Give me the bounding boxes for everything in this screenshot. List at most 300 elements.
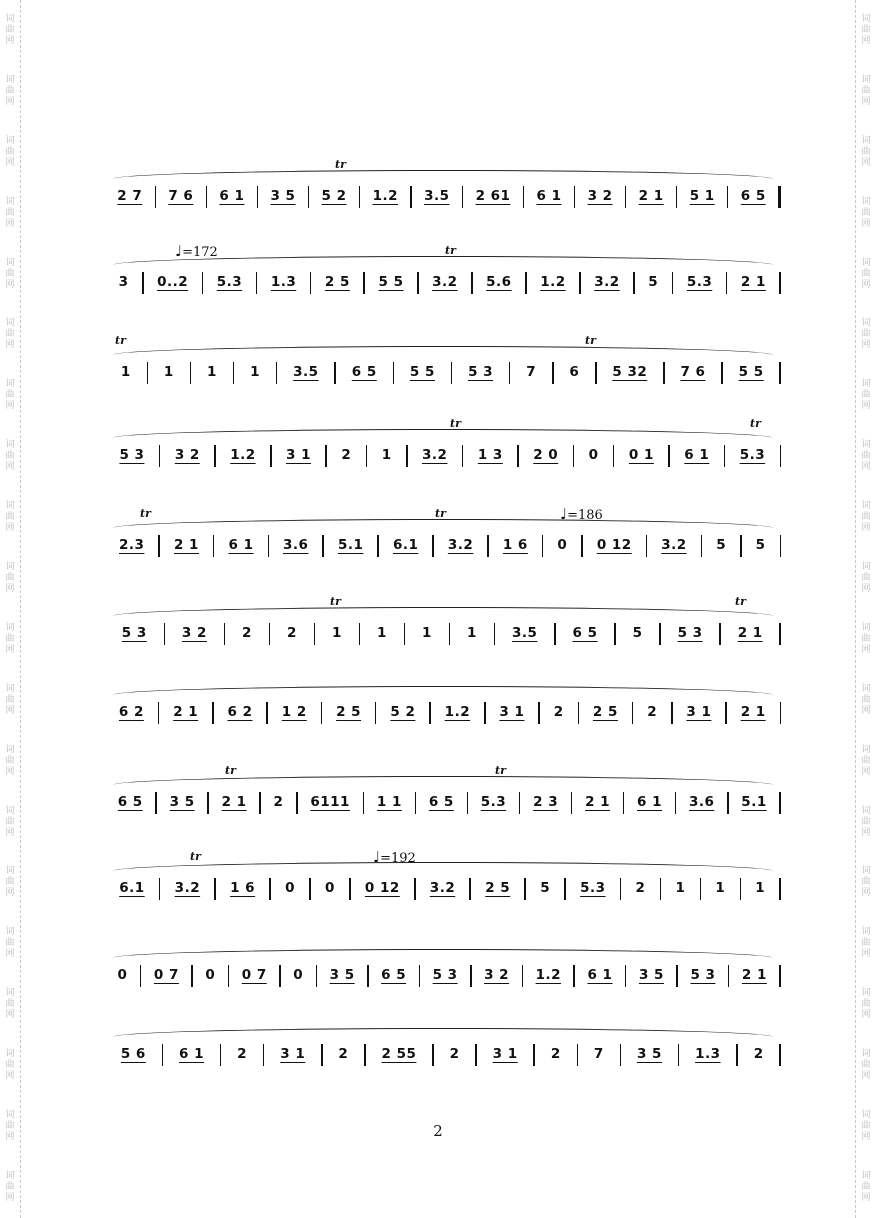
measure: 6 1: [228, 537, 254, 553]
measure: 3.2: [661, 537, 687, 553]
watermark-char: 网: [5, 96, 15, 107]
watermark-group: [5, 974, 14, 1035]
watermark-char: 曲: [861, 877, 871, 888]
quarter-note-icon: ♩: [560, 505, 568, 523]
measure: 2 61: [475, 188, 511, 204]
measure: 1.2: [372, 188, 399, 204]
barline: [779, 362, 781, 384]
watermark-char: 网: [5, 888, 15, 899]
right-watermark-strip: [855, 0, 876, 1218]
watermark-char: 词: [5, 379, 15, 390]
watermark-char: 网: [861, 523, 871, 534]
watermark-group: [5, 365, 14, 426]
measure: 3 1: [499, 704, 525, 720]
measure: 3.2: [594, 274, 620, 290]
watermark-char: 网: [861, 949, 871, 960]
measure: 5 2: [390, 704, 416, 720]
measure: 6 1: [684, 447, 710, 463]
tempo-value: =186: [567, 508, 603, 523]
measure: 5: [632, 625, 643, 641]
measure: 1: [466, 625, 477, 641]
score-line: [105, 1040, 781, 1100]
watermark-char: 曲: [861, 268, 871, 279]
watermark-char: 词: [861, 440, 871, 451]
barline: [779, 272, 781, 294]
quarter-note-icon: ♩: [373, 848, 381, 866]
measure: 5.3: [739, 447, 766, 463]
watermark-char: 曲: [861, 755, 871, 766]
measure: 1 2: [281, 704, 307, 720]
measure: 1 3: [477, 447, 503, 463]
watermark-group: [861, 913, 870, 974]
watermark-char: 曲: [5, 1120, 15, 1131]
trill-mark: tr: [190, 850, 201, 863]
measure: 3 2: [484, 967, 510, 983]
watermark-char: 曲: [861, 85, 871, 96]
measure: 2: [647, 704, 658, 720]
measure: 6 5: [381, 967, 407, 983]
measure: 2: [241, 625, 252, 641]
watermark-group: [5, 548, 14, 609]
watermark-group: [5, 244, 14, 305]
watermark-group: [5, 913, 14, 974]
measure: 1: [331, 625, 342, 641]
measure: 0 12: [364, 880, 400, 896]
measure: 2 1: [740, 704, 766, 720]
measure: 5 5: [738, 364, 764, 380]
watermark-char: 曲: [5, 633, 15, 644]
watermark-char: 曲: [5, 694, 15, 705]
watermark-char: 曲: [5, 146, 15, 157]
watermark-char: 曲: [861, 207, 871, 218]
measure: 5.1: [741, 794, 767, 810]
measure: 5 3: [119, 447, 145, 463]
measure: 1: [675, 880, 686, 896]
measure: 3.6: [283, 537, 309, 553]
watermark-char: 网: [5, 157, 15, 168]
watermark-group: [861, 1035, 870, 1096]
watermark-char: 词: [5, 257, 15, 268]
watermark-group: [861, 487, 870, 548]
watermark-char: 曲: [861, 694, 871, 705]
watermark-char: 词: [861, 561, 871, 572]
measure: 5 2: [321, 188, 347, 204]
watermark-char: 网: [5, 523, 15, 534]
watermark-char: 曲: [861, 1120, 871, 1131]
watermark-group: [861, 974, 870, 1035]
watermark-char: 曲: [861, 451, 871, 462]
watermark-char: 词: [861, 196, 871, 207]
watermark-group: [5, 61, 14, 122]
measure: 2 1: [737, 625, 763, 641]
watermark-group: [5, 670, 14, 731]
watermark-group: [5, 426, 14, 487]
measure: 2 1: [741, 967, 767, 983]
watermark-char: 网: [861, 1131, 871, 1142]
measure: 2: [338, 1046, 349, 1062]
watermark-char: 词: [5, 1109, 15, 1120]
measure: 2: [550, 1046, 561, 1062]
watermark-char: 词: [5, 501, 15, 512]
watermark-char: 词: [861, 927, 871, 938]
watermark-char: 词: [5, 805, 15, 816]
trill-mark: tr: [435, 507, 446, 520]
measure: 5.3: [480, 794, 507, 810]
measure: 5: [755, 537, 766, 553]
measure: 2 1: [638, 188, 664, 204]
watermark-group: [5, 487, 14, 548]
measure: 2: [449, 1046, 460, 1062]
watermark-char: 曲: [5, 1060, 15, 1071]
watermark-char: 词: [861, 683, 871, 694]
score-line: [105, 595, 781, 679]
measure: 1: [381, 447, 392, 463]
watermark-char: 网: [5, 827, 15, 838]
measure: 3.2: [432, 274, 458, 290]
watermark-char: 曲: [5, 572, 15, 583]
watermark-char: 词: [5, 1049, 15, 1060]
measure: 2 0: [533, 447, 559, 463]
phrase-slur: [113, 429, 773, 438]
watermark-char: 网: [5, 705, 15, 716]
phrase-slur: [113, 1028, 773, 1037]
score-line: [105, 961, 781, 1021]
measure-row: [105, 531, 781, 561]
measure: 2 5: [592, 704, 618, 720]
trill-mark: tr: [445, 244, 456, 257]
measure: 2 1: [173, 537, 199, 553]
measure: 6111: [310, 794, 350, 810]
measure: 1 1: [376, 794, 402, 810]
measure: 1: [163, 364, 174, 380]
watermark-char: 曲: [861, 938, 871, 949]
measure: 0..2: [157, 274, 189, 290]
watermark-char: 网: [861, 1010, 871, 1021]
watermark-group: [861, 122, 870, 183]
watermark-group: [5, 609, 14, 670]
watermark-char: 曲: [861, 512, 871, 523]
barline: [780, 445, 782, 467]
watermark-char: 网: [861, 583, 871, 594]
watermark-char: 词: [861, 622, 871, 633]
measure: 2: [753, 1046, 764, 1062]
watermark-char: 网: [861, 644, 871, 655]
watermark-char: 词: [5, 13, 15, 24]
measure: 0: [588, 447, 599, 463]
watermark-char: 网: [861, 827, 871, 838]
measure: 2 3: [533, 794, 559, 810]
measure: 6 5: [351, 364, 377, 380]
measure: 2 7: [117, 188, 143, 204]
measure: 7 6: [168, 188, 194, 204]
measure: 2 5: [336, 704, 362, 720]
watermark-group: [861, 548, 870, 609]
measure: 5 32: [612, 364, 648, 380]
watermark-char: 网: [861, 340, 871, 351]
measure-row: [105, 182, 781, 212]
watermark-char: 网: [5, 949, 15, 960]
watermark-char: 网: [861, 35, 871, 46]
measure: 3.2: [422, 447, 448, 463]
measure: 5 3: [677, 625, 703, 641]
measure: 5: [716, 537, 727, 553]
watermark-char: 网: [861, 401, 871, 412]
measure: 5 5: [409, 364, 435, 380]
watermark-char: 曲: [5, 999, 15, 1010]
measure: 3.2: [174, 880, 201, 896]
watermark-group: [5, 1157, 14, 1218]
measure: 1: [250, 364, 260, 380]
measure: 3 2: [587, 188, 613, 204]
measure: 1.3: [270, 274, 297, 290]
watermark-char: 词: [861, 1049, 871, 1060]
barline: [779, 965, 781, 987]
watermark-char: 曲: [861, 999, 871, 1010]
tempo-value: =192: [380, 851, 416, 866]
watermark-group: [861, 304, 870, 365]
measure: 3 5: [638, 967, 664, 983]
trill-mark: tr: [225, 764, 236, 777]
watermark-char: 词: [861, 257, 871, 268]
trill-mark: tr: [495, 764, 506, 777]
measure: 5.3: [686, 274, 713, 290]
watermark-char: 网: [5, 644, 15, 655]
measure: 6: [569, 364, 580, 380]
measure: 2 1: [221, 794, 247, 810]
watermark-char: 词: [5, 440, 15, 451]
measure: 0: [293, 967, 304, 983]
score-line: [105, 698, 781, 758]
watermark-char: 网: [5, 583, 15, 594]
watermark-char: 网: [861, 218, 871, 229]
phrase-slur: [113, 170, 773, 179]
measure: 2: [286, 625, 297, 641]
tempo-value: =172: [182, 245, 218, 260]
watermark-char: 网: [5, 401, 15, 412]
watermark-group: [861, 183, 870, 244]
measure: 6 5: [117, 794, 143, 810]
watermark-char: 网: [861, 1192, 871, 1203]
measure: 6 1: [179, 1046, 204, 1062]
measure: 6 5: [740, 188, 766, 204]
measure: 1.3: [695, 1046, 721, 1062]
watermark-group: [5, 304, 14, 365]
measure: 2 1: [740, 274, 766, 290]
measure: 6 1: [587, 967, 613, 983]
measure: 7: [526, 364, 537, 380]
measure: 5 3: [121, 625, 147, 641]
watermark-group: [861, 0, 870, 61]
measure: 6 2: [227, 704, 253, 720]
watermark-char: 词: [5, 74, 15, 85]
barline: [780, 702, 782, 724]
measure: 5 3: [468, 364, 494, 380]
watermark-char: 词: [5, 988, 15, 999]
watermark-char: 网: [861, 705, 871, 716]
watermark-char: 曲: [5, 755, 15, 766]
watermark-char: 曲: [861, 1181, 871, 1192]
measure: 5.3: [216, 274, 243, 290]
watermark-char: 曲: [5, 877, 15, 888]
watermark-group: [861, 731, 870, 792]
measure: 3.2: [447, 537, 474, 553]
watermark-char: 词: [5, 866, 15, 877]
score-line: [105, 848, 781, 934]
phrase-slur: [113, 607, 773, 616]
measure-row: [105, 268, 781, 298]
watermark-char: 词: [861, 74, 871, 85]
watermark-char: 网: [861, 96, 871, 107]
watermark-char: 网: [5, 340, 15, 351]
page-number: 2: [433, 1122, 443, 1140]
watermark-char: 网: [5, 1071, 15, 1082]
measure: 0: [285, 880, 295, 896]
watermark-char: 网: [5, 1131, 15, 1142]
watermark-char: 词: [5, 196, 15, 207]
watermark-char: 曲: [5, 24, 15, 35]
watermark-char: 曲: [861, 329, 871, 340]
measure: 1.2: [535, 967, 561, 983]
watermark-group: [861, 244, 870, 305]
watermark-char: 词: [5, 927, 15, 938]
watermark-group: [861, 852, 870, 913]
measure: 5.3: [580, 880, 606, 896]
watermark-group: [5, 792, 14, 853]
measure: 0: [205, 967, 216, 983]
measure: 1: [376, 625, 387, 641]
measure: 2: [273, 794, 284, 810]
score-line: [105, 764, 781, 848]
watermark-char: 网: [861, 1071, 871, 1082]
score-line: [105, 158, 781, 242]
barline: [780, 535, 782, 557]
measure: 5.1: [337, 537, 364, 553]
trill-mark: tr: [450, 417, 461, 430]
watermark-char: 网: [5, 1010, 15, 1021]
phrase-slur: [113, 949, 773, 958]
score-line: [105, 505, 781, 591]
measure: 7: [593, 1046, 604, 1062]
barline: [779, 1044, 781, 1066]
watermark-char: 曲: [861, 146, 871, 157]
score-line: [105, 242, 781, 328]
watermark-char: 曲: [861, 633, 871, 644]
measure: 3.6: [688, 794, 715, 810]
watermark-char: 曲: [861, 816, 871, 827]
measure: 3 1: [280, 1046, 306, 1062]
measure: 1: [715, 880, 726, 896]
measure: 0 7: [153, 967, 179, 983]
watermark-char: 曲: [5, 451, 15, 462]
measure: 1.2: [444, 704, 471, 720]
measure: 6 1: [219, 188, 245, 204]
watermark-char: 词: [5, 561, 15, 572]
watermark-char: 网: [5, 462, 15, 473]
measure: 2 55: [381, 1046, 417, 1062]
barline: [780, 186, 782, 208]
watermark-char: 曲: [5, 329, 15, 340]
measure: 3.2: [429, 880, 456, 896]
measure: 3 5: [270, 188, 296, 204]
quarter-note-icon: ♩: [175, 242, 183, 260]
measure: 2 1: [585, 794, 611, 810]
barline: [779, 792, 781, 814]
measure: 3 1: [492, 1046, 518, 1062]
watermark-char: 网: [5, 766, 15, 777]
measure-row: [105, 358, 781, 388]
watermark-char: 词: [861, 135, 871, 146]
watermark-char: 曲: [5, 816, 15, 827]
watermark-char: 曲: [861, 390, 871, 401]
measure: 6 5: [572, 625, 598, 641]
measure-row: [105, 441, 781, 471]
watermark-char: 词: [5, 1170, 15, 1181]
measure: 0 1: [628, 447, 654, 463]
measure: 0: [325, 880, 335, 896]
watermark-group: [5, 183, 14, 244]
watermark-group: [861, 792, 870, 853]
watermark-char: 曲: [5, 938, 15, 949]
measure-row: [105, 874, 781, 904]
measure: 6.1: [392, 537, 419, 553]
measure: 3 5: [169, 794, 195, 810]
trill-mark: tr: [585, 334, 596, 347]
measure: 5 1: [689, 188, 715, 204]
watermark-group: [861, 670, 870, 731]
watermark-char: 词: [5, 135, 15, 146]
watermark-char: 词: [861, 744, 871, 755]
measure-row: [105, 788, 781, 818]
watermark-char: 曲: [861, 572, 871, 583]
measure: 6 1: [637, 794, 662, 810]
measure: 2: [341, 447, 352, 463]
measure: 1.2: [230, 447, 256, 463]
watermark-char: 网: [861, 279, 871, 290]
watermark-char: 曲: [5, 390, 15, 401]
watermark-group: [861, 426, 870, 487]
watermark-char: 词: [861, 805, 871, 816]
measure: 2 5: [485, 880, 511, 896]
measure: 3.5: [424, 188, 450, 204]
phrase-slur: [113, 686, 773, 695]
measure: 3 2: [174, 447, 200, 463]
watermark-char: 网: [861, 766, 871, 777]
measure-row: [105, 1040, 781, 1070]
measure: 3 1: [286, 447, 312, 463]
watermark-char: 词: [5, 622, 15, 633]
measure-row: [105, 961, 781, 991]
watermark-char: 词: [5, 318, 15, 329]
tempo-marking: [175, 242, 218, 260]
watermark-char: 词: [861, 866, 871, 877]
measure: 3.5: [293, 364, 319, 380]
watermark-char: 曲: [5, 207, 15, 218]
measure: 3: [118, 274, 129, 290]
watermark-group: [5, 0, 14, 61]
measure: 0: [557, 537, 568, 553]
phrase-slur: [113, 346, 773, 355]
measure: 5: [540, 880, 551, 896]
trill-mark: tr: [335, 158, 346, 171]
trill-mark: tr: [735, 595, 746, 608]
measure: 5 6: [120, 1046, 146, 1062]
watermark-char: 曲: [861, 24, 871, 35]
measure: 5: [648, 274, 659, 290]
watermark-char: 词: [5, 683, 15, 694]
measure: 0 12: [596, 537, 632, 553]
watermark-char: 曲: [5, 512, 15, 523]
watermark-char: 词: [861, 501, 871, 512]
